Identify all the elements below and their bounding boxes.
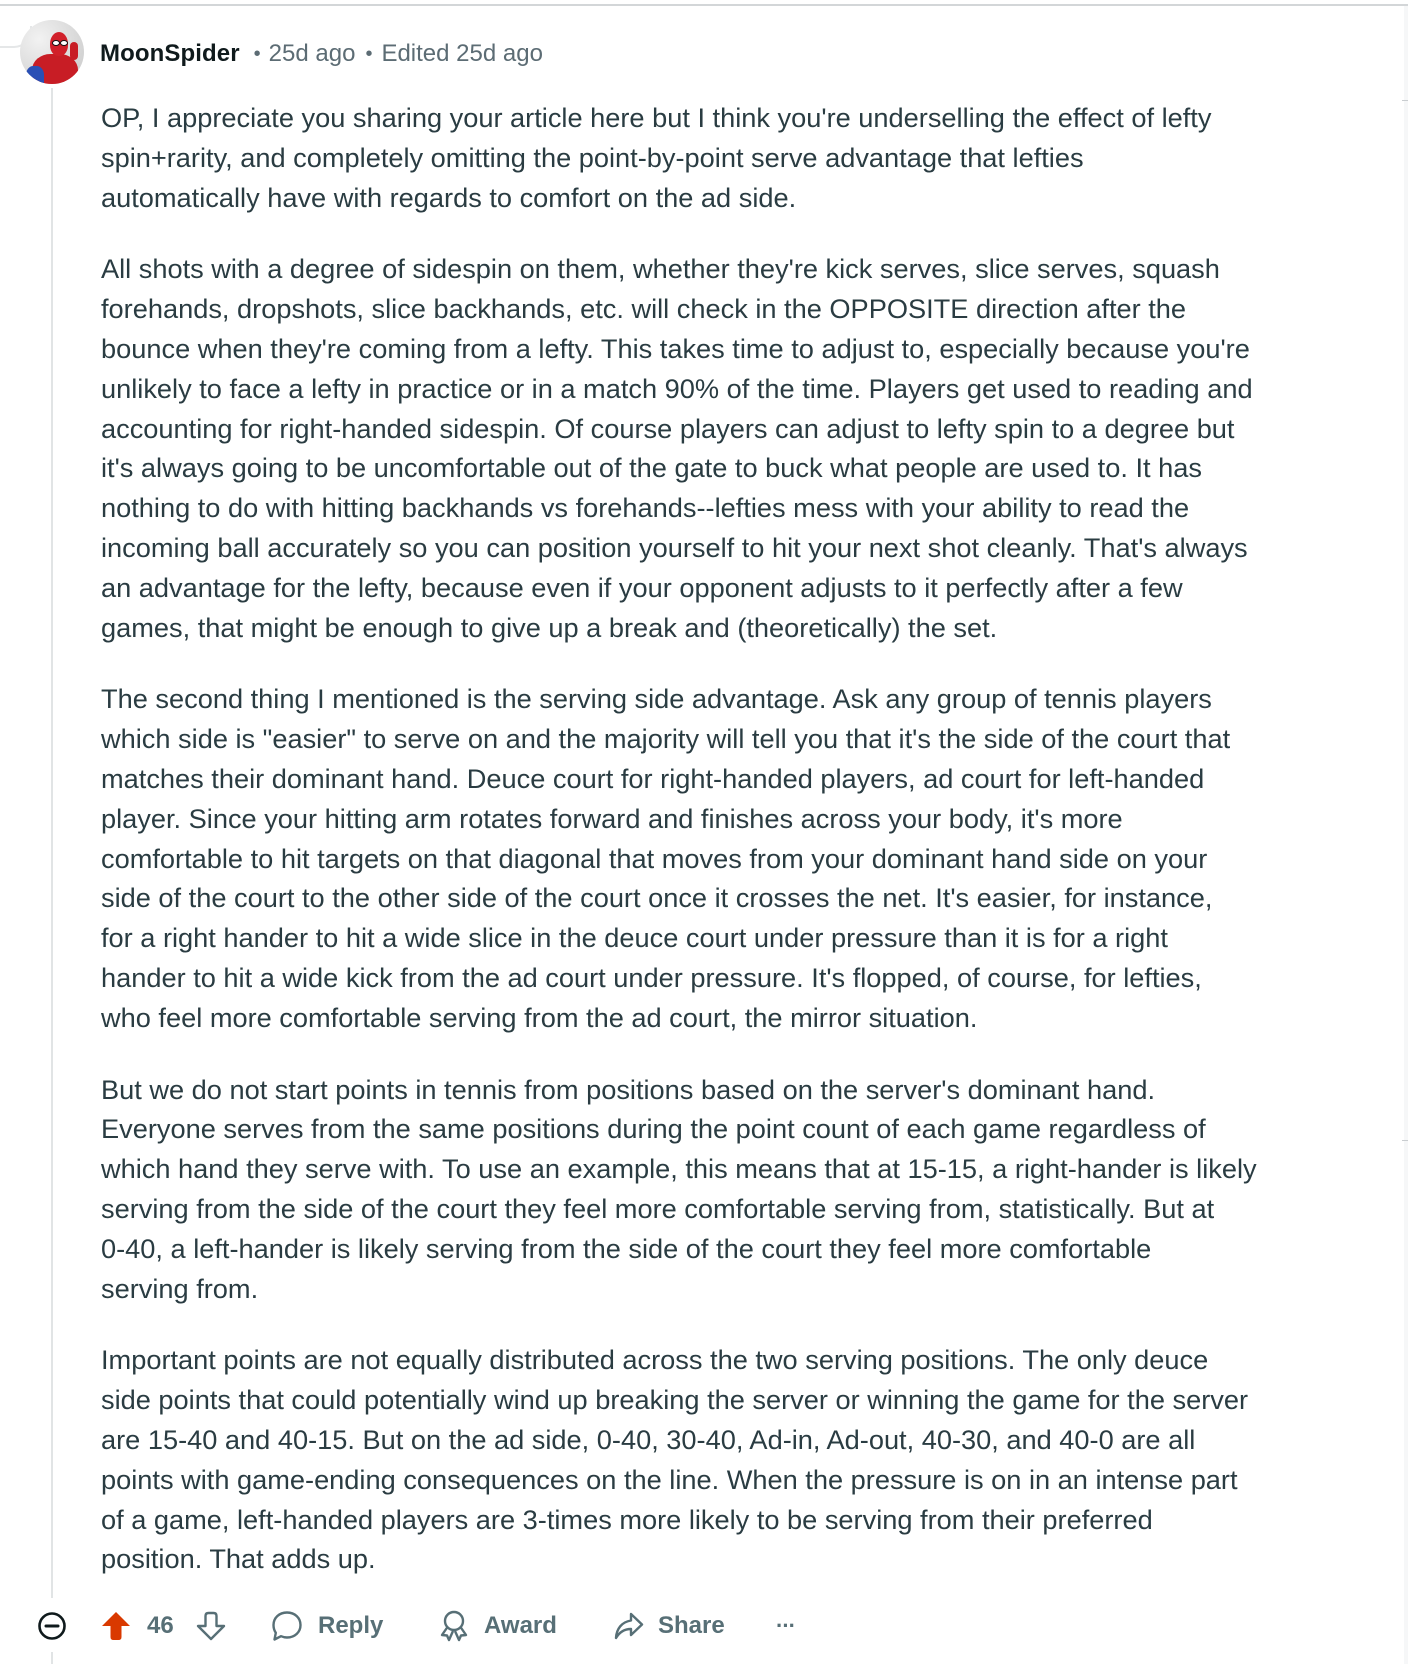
text-line: OP, I appreciate you sharing your article here but I think you're underselling the effect of lefty (101, 102, 1212, 133)
award-ribbon-icon (438, 1609, 470, 1643)
avatar-figure-hand (70, 42, 78, 60)
right-gutter-tick (1402, 1140, 1408, 1141)
thread-line[interactable] (51, 1652, 53, 1664)
text-line: accounting for right-handed sidespin. Of course players can adjust to lefty spin to a degree but (101, 412, 1235, 444)
text-line: games, that might be enough to give up a break and (theoretically) the set. (101, 611, 998, 643)
comment-header (100, 36, 543, 72)
overflow-dots-icon: ··· (776, 1613, 795, 1638)
text-line: points with game-ending consequences on the line. When the pressure is on in an intense part (101, 1463, 1238, 1495)
text-line: who feel more comfortable serving from the ad court, the mirror situation. (101, 1001, 978, 1033)
comment-paragraph (101, 249, 1391, 647)
text-line: spin+rarity, and completely omitting the point-by-point serve advantage that lefties (101, 141, 1084, 173)
text-line: All shots with a degree of sidespin on them, whether they're kick serves, slice serves, squash (101, 253, 1220, 285)
avatar[interactable] (20, 20, 84, 84)
comment-actions (0, 1604, 900, 1648)
share-label: Share (658, 1612, 725, 1639)
upvote-filled-icon (100, 1610, 132, 1642)
avatar-figure-eye (60, 40, 68, 46)
text-line: nothing to do with hitting backhands vs forehands--lefties mess with your ability to read the (101, 492, 1190, 524)
share-arrow-icon (612, 1610, 644, 1642)
upvote-button[interactable] (100, 1604, 132, 1648)
text-line: Everyone serves from the same positions during the point count of each game regardless of (101, 1113, 1206, 1145)
text-line: But we do not start points in tennis from positions based on the server's dominant hand. (101, 1073, 1156, 1105)
share-button[interactable] (612, 1604, 725, 1648)
text-line: matches their dominant hand. Deuce court for right-handed players, ad court for left-handed (101, 762, 1205, 794)
vote-score (147, 1604, 174, 1648)
text-line: are 15-40 and 40-15. But on the ad side, 0-40, 30-40, Ad-in, Ad-out, 40-30, and 40-0 are all (101, 1423, 1196, 1455)
text-line: which side is "easier" to serve on and the majority will tell you that it's the side of the court that (101, 723, 1231, 755)
text-line: comfortable to hit targets on that diagonal that moves from your dominant hand side on your (101, 842, 1208, 874)
text-line: 0-40, a left-hander is likely serving from the side of the court they feel more comfortable (101, 1232, 1152, 1264)
post-time[interactable]: 25d ago (268, 40, 356, 67)
text-line: Important points are not equally distributed across the two serving positions. The only deuce (101, 1344, 1209, 1376)
text-line: for a right hander to hit a wide slice in the deuce court under pressure than it is for a right (101, 922, 1168, 954)
text-line: position. That adds up. (101, 1543, 376, 1575)
text-line: automatically have with regards to comfort on the ad side. (101, 181, 797, 213)
text-line: it's always going to be uncomfortable out of the gate to buck what people are used to. It has (101, 452, 1202, 484)
text-line: an advantage for the lefty, because even if your opponent adjusts to it perfectly after a few (101, 571, 1183, 603)
more-options-button[interactable] (776, 1604, 795, 1648)
author-name[interactable]: MoonSpider (100, 40, 240, 67)
minus-circle-icon (36, 1610, 68, 1642)
text-line: unlikely to face a lefty in practice or in a match 90% of the time. Players get used to reading and (101, 372, 1253, 404)
right-gutter-tick (1402, 100, 1408, 101)
text-line: The second thing I mentioned is the serving side advantage. Ask any group of tennis players (101, 683, 1212, 715)
collapse-button[interactable] (36, 1604, 68, 1648)
comment-paragraph (101, 1070, 1391, 1309)
award-label: Award (484, 1612, 557, 1639)
text-line: forehands, dropshots, slice backhands, etc. will check in the OPPOSITE direction after the (101, 293, 1187, 325)
comment-bubble-icon (270, 1609, 304, 1643)
comment-body (101, 98, 1391, 1611)
score-value: 46 (147, 1612, 174, 1639)
text-line: which hand they serve with. To use an example, this means that at 15-15, a right-hander is likely (101, 1153, 1257, 1185)
text-line: hander to hit a wide kick from the ad court under pressure. It's flopped, of course, for lefties, (101, 961, 1202, 993)
avatar-figure-eye (52, 40, 60, 46)
text-line: side of the court to the other side of the court once it crosses the net. It's easier, for instance, (101, 882, 1213, 914)
text-line: of a game, left-handed players are 3-times more likely to be serving from their preferred (101, 1503, 1153, 1535)
text-line: serving from the side of the court they feel more comfortable serving from, statistically. But at (101, 1192, 1215, 1224)
comment-paragraph (101, 98, 1391, 217)
right-scroll-gutter (1404, 6, 1408, 1664)
award-button[interactable] (438, 1604, 557, 1648)
text-line: player. Since your hitting arm rotates forward and finishes across your body, it's more (101, 802, 1123, 834)
edited-time: Edited 25d ago (381, 40, 543, 67)
downvote-outline-icon (195, 1610, 227, 1642)
avatar-figure-arm (26, 66, 44, 84)
comment-paragraph (101, 1340, 1391, 1579)
meta-separator: • (253, 42, 261, 65)
text-line: bounce when they're coming from a lefty. This takes time to adjust to, especially because you're (101, 332, 1250, 364)
top-divider (0, 4, 1408, 6)
thread-line[interactable] (51, 88, 53, 1598)
text-line: side points that could potentially wind up breaking the server or winning the game for the server (101, 1384, 1249, 1416)
text-line: serving from. (101, 1272, 259, 1304)
reply-button[interactable] (270, 1604, 383, 1648)
reply-label: Reply (318, 1612, 384, 1639)
meta-separator: • (365, 42, 373, 65)
text-line: incoming ball accurately so you can position yourself to hit your next shot cleanly. That's always (101, 531, 1248, 563)
downvote-button[interactable] (195, 1604, 227, 1648)
comment-paragraph (101, 679, 1391, 1037)
